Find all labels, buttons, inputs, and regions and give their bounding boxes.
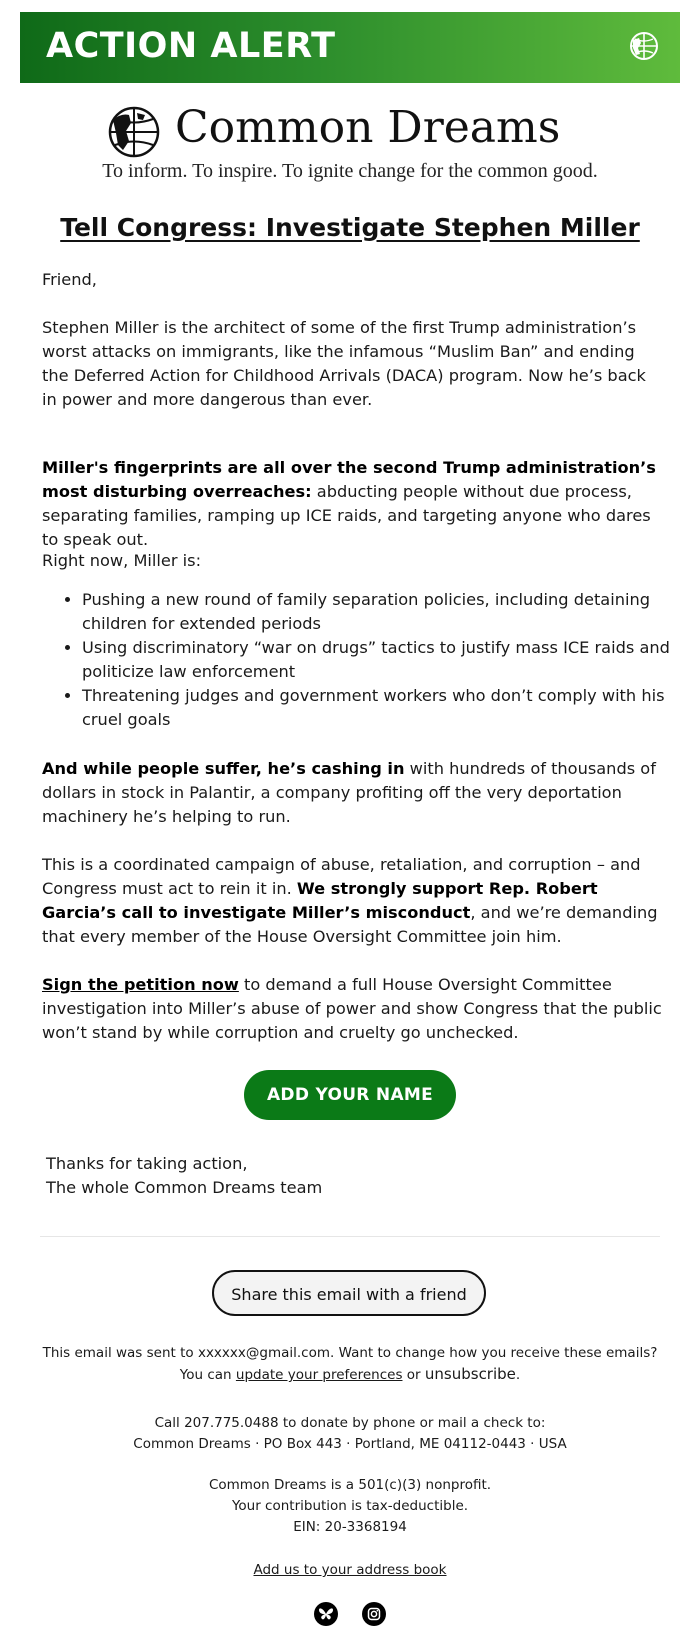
footer-preferences-line [0,1364,700,1386]
footer-deductible: Your contribution is tax-deductible. [231,1498,469,1514]
footer-period: . [515,1367,521,1383]
brand-name: Common Dreams [175,102,561,153]
footer-or: or [402,1367,425,1383]
list-item: • Using discriminatory “war on drugs” tactics to justify mass ICE raids and politicize law enforcement [82,636,700,684]
butterfly-icon[interactable] [314,1602,338,1626]
action-alert-banner [20,12,680,83]
banner-title: ACTION ALERT [46,26,336,66]
paragraph-right-now: Right now, Miller is: [42,551,202,570]
instagram-icon[interactable] [362,1602,386,1626]
footer-nonprofit: Common Dreams is a 501(c)(3) nonprofit. [208,1477,492,1493]
brand-tagline: To inform. To inspire. To ignite change for the common good. [102,160,598,182]
paragraph-petition-rest: to demand a full House Oversight Committee investigation into Miller’s abuse of power and show Congress that the public won’t stand by while corruption and cruelty go unchecked. [42,975,662,1042]
miller-actions-list [42,588,700,732]
brand-logo[interactable] [0,100,700,160]
address-book-link[interactable]: Add us to your address book [253,1562,447,1578]
paragraph-fingerprints-bold: Miller's fingerprints are all over the second Trump administration’s most disturbing overreaches: [42,458,656,501]
paragraph-campaign-start: This is a coordinated campaign of abuse, retaliation, and corruption – and Congress must act to rein it in. [42,855,641,898]
paragraph-fingerprints-rest: abducting people without due process, separating families, ramping up ICE raids, and targeting anyone who dares to speak out. [42,482,651,549]
update-preferences-link[interactable]: update your preferences [235,1367,403,1383]
paragraph-campaign-bold: We strongly support Rep. Robert Garcia’s call to investigate Miller’s misconduct [42,879,598,922]
sign-petition-link[interactable]: Sign the petition now [42,975,239,994]
footer-call-line: Call 207.775.0488 to donate by phone or mail a check to: [154,1415,546,1431]
signoff-line-1: Thanks for taking action, [46,1154,248,1173]
footer-donate-info [0,1413,700,1455]
paragraph-intro: Stephen Miller is the architect of some of the first Trump administration’s worst attacks on immigrants, like the infamous “Muslim Ban” and ending the Deferred Action for Childhood Arrivals (DACA) program. Now he’s back in power and more dangerous than ever. [42,318,646,409]
paragraph-fingerprints [42,456,662,552]
paragraph-cashing-in [42,757,662,829]
paragraph-campaign [42,853,662,949]
paragraph-cashing-in-rest: with hundreds of thousands of dollars in stock in Palantir, a company profiting off the very deportation machinery he’s helping to run. [42,759,656,826]
share-email-button[interactable]: Share this email with a friend [212,1270,486,1316]
paragraph-campaign-end: , and we’re demanding that every member of the House Oversight Committee join him. [42,903,658,946]
add-your-name-button[interactable]: ADD YOUR NAME [244,1070,456,1120]
footer-nonprofit-info [0,1475,700,1538]
footer-address-book [0,1560,700,1581]
signoff-line-2: The whole Common Dreams team [46,1178,323,1197]
paragraph-cashing-in-bold: And while people suffer, he’s cashing in [42,759,405,778]
list-item: • Threatening judges and government workers who don’t comply with his cruel goals [82,684,700,732]
globe-icon [107,105,161,159]
footer-address: Common Dreams · PO Box 443 · Portland, ME 04112-0443 · USA [133,1436,567,1452]
unsubscribe-link[interactable]: unsubscribe [424,1365,516,1383]
list-item: • Pushing a new round of family separation policies, including detaining children for extended periods [82,588,700,636]
greeting: Friend, [42,270,97,289]
page-title[interactable]: Tell Congress: Investigate Stephen Miller [60,213,640,242]
globe-icon [628,30,660,62]
footer-ein: EIN: 20-3368194 [293,1519,407,1535]
signoff [46,1152,322,1200]
footer-sent-line: This email was sent to xxxxxx@gmail.com. Want to change how you receive these emails? [42,1345,658,1361]
divider [40,1236,660,1237]
footer-sent-notice [0,1343,700,1386]
footer-you-can: You can [179,1367,236,1383]
paragraph-petition [42,973,662,1045]
